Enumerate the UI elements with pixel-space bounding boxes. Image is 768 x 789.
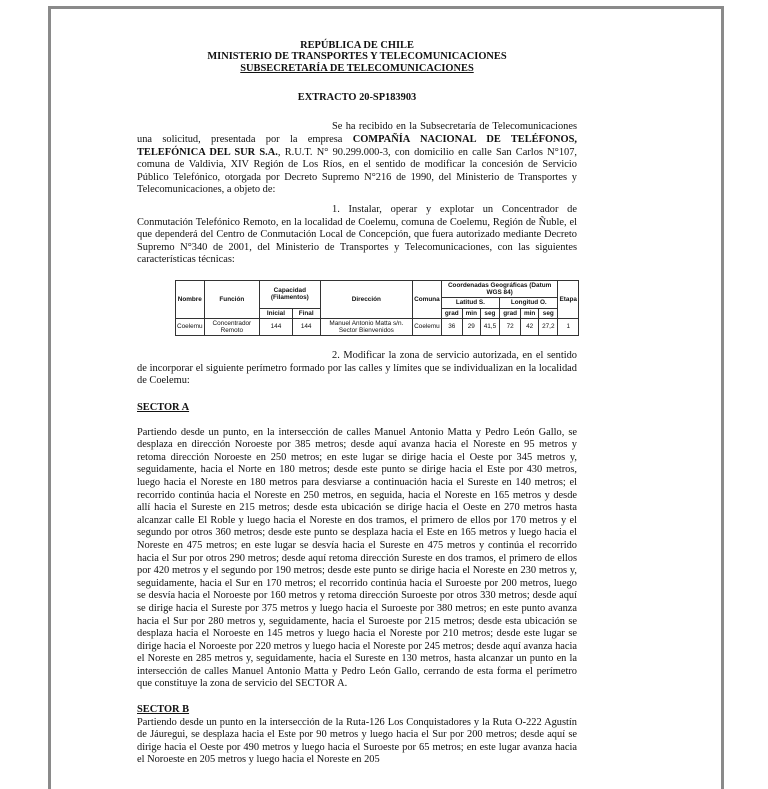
th-capacidad: Capacidad (Filamentos) xyxy=(260,281,320,309)
th-direccion: Dirección xyxy=(320,281,413,319)
th-nombre: Nombre xyxy=(176,281,205,319)
th-lon-min: min xyxy=(521,308,539,318)
th-latitud: Latitud S. xyxy=(441,298,499,308)
cell-direccion: Manuel Antonio Matta s/n. Sector Bienvenidos xyxy=(320,318,413,335)
table-row xyxy=(176,318,579,335)
sector-a-heading: SECTOR A xyxy=(137,402,190,414)
cell-lat-min: 29 xyxy=(462,318,480,335)
th-lat-grad: grad xyxy=(441,308,462,318)
intro-text-1: Se ha recibido en la Subsecretaría de Telecomunicaciones una solicitud, presentada por la empresa xyxy=(137,121,577,146)
th-lat-seg: seg xyxy=(480,308,499,318)
company-name: COMPAÑÍA NACIONAL DE TELÉFONOS, TELEFÓNICA DEL SUR S.A. xyxy=(137,134,577,158)
point-2-paragraph: 2. Modificar la zona de servicio autorizada, en el sentido de incorporar el siguiente perímetro formado por las calles y límites que se individualizan en la localidad de Coelemu: xyxy=(137,350,577,387)
cell-nombre: Coelemu xyxy=(176,318,205,335)
th-final: Final xyxy=(292,308,320,318)
th-lat-min: min xyxy=(462,308,480,318)
th-funcion: Función xyxy=(204,281,260,319)
th-coordenadas: Coordenadas Geográficas (Datum WGS 84) xyxy=(441,281,558,298)
sector-b-paragraph: Partiendo desde un punto en la intersección de la Ruta-126 Los Conquistadores y la Ruta O-222 Agustín de Jáuregui, se desplaza hacia el Este por 90 metros y luego hacia el Sur por 200 metros; desde aquí se dirige hacia el Oeste por 490 metros y luego hacia el Suroeste por 65 metros; en este lugar avanza hacia el Noroeste en 205 metros y luego hacia el Noreste en 205 xyxy=(137,716,577,766)
sector-a-paragraph: Partiendo desde un punto, en la intersección de calles Manuel Antonio Matta y Pedro León Gallo, se desplaza en dirección Noroeste por 385 metros; desde aquí avanza hacia el Noreste en 95 metros y retoma dirección Noroeste en 250 metros; en este lugar se dirige hacia el Oeste por 345 metros y, seguidamente, hacia el Norte en 180 metros; desde este punto se dirige hacia el Este por 430 metros, luego hacia el Noreste en 180 metros para desviarse a continuación hacia el Sureste en 140 metros; el recorrido continúa hacia el Noreste en 250 metros, en seguida, hacia el Noreste en 165 metros y desde allí hacia el Sureste en 215 metros; desde esta ubicación se dirige hacia el Oeste en 270 metros hasta alcanzar calle El Roble y luego hacia el Noreste en dos tramos, el primero de ellos por 170 metros y el segundo por otros 360 metros; desde este punto se desplaza hacia el Este en 165 metros y luego hacia el Noreste en 475 metros; en este lugar se desvía hacia el Sureste en 475 metros y continúa el recorrido hacia el Sur por otros 290 metros; desde aquí retoma dirección Sureste en dos tramos, el primero de ellos por 420 metros y el segundo por 190 metros; desde este punto se dirige hacia el Noreste en 230 metros y, seguidamente, hacia el Sur en 170 metros; el recorrido continúa hacia el Suroeste por 200 metros, luego se desvía hacia el Noroeste por 160 metros y retoma dirección Suroeste por otros 330 metros; desde aquí se dirige hacia el Sureste por 375 metros y luego hacia el Suroeste por 380 metros; en este punto avanza hacia el Sur por 280 metros y, seguidamente, hacia el Suroeste por 215 metros; desde esta ubicación se desplaza hacia el Noroeste en 145 metros y luego hacia el Noreste por 210 metros; desde este lugar se dirige hacia el Noroeste por 220 metros y luego hacia el Noreste por 245 metros; desde aquí avanza hacia el Noreste en 285 metros y, seguidamente, hacia el Sureste en 130 metros, hasta alcanzar un punto en la intersección de calles Manuel Antonio Matta y Pedro León Gallo, cerrando de esta forma el perímetro que constituye la zona de servicio del SECTOR A. xyxy=(137,426,577,690)
intro-text-2: , R.U.T. N° 90.299.000-3, con domicilio en calle San Carlos N°107, comuna de Valdivia, XIV Región de Los Ríos, en el sentido de modificar la concesión de Servicio Público Telefónico, otorgada por Decreto Supremo N°216 de 1990, del Ministerio de Transportes y Telecomunicaciones, a objeto de: xyxy=(137,146,577,196)
th-longitud: Longitud O. xyxy=(500,298,558,308)
header-line-ministerio: MINISTERIO DE TRANSPORTES Y TELECOMUNICACIONES xyxy=(207,51,507,63)
th-inicial: Inicial xyxy=(260,308,293,318)
point-1-paragraph: 1. Instalar, operar y explotar un Concentrador de Conmutación Telefónico Remoto, en la localidad de Coelemu, comuna de Coelemu, Región de Ñuble, el que dependerá del Centro de Conmutación Local de Concepción, que fuera autorizado mediante Decreto Supremo N°340 de 2001, del Ministerio de Transportes y Telecomunicaciones, con las siguientes características técnicas: xyxy=(137,204,577,266)
cell-lon-seg: 27,2 xyxy=(539,318,558,335)
th-lon-seg: seg xyxy=(539,308,558,318)
cell-etapa: 1 xyxy=(558,318,579,335)
cell-funcion: Concentrador Remoto xyxy=(204,318,260,335)
cell-comuna: Coelemu xyxy=(413,318,442,335)
sector-b-heading: SECTOR B xyxy=(137,704,190,716)
header-line-republica: REPÚBLICA DE CHILE xyxy=(300,40,414,51)
cell-lat-grad: 36 xyxy=(441,318,462,335)
th-comuna: Comuna xyxy=(413,281,442,319)
document-header xyxy=(137,40,577,74)
th-lon-grad: grad xyxy=(500,308,521,318)
cell-final: 144 xyxy=(292,318,320,335)
th-etapa: Etapa xyxy=(558,281,579,319)
intro-paragraph xyxy=(137,121,577,197)
cell-lat-seg: 41,5 xyxy=(480,318,499,335)
cell-inicial: 144 xyxy=(260,318,293,335)
extracto-title: EXTRACTO 20-SP183903 xyxy=(297,91,417,103)
technical-table xyxy=(175,280,579,336)
document-page xyxy=(137,40,577,767)
header-line-subsecretaria: SUBSECRETARÍA DE TELECOMUNICACIONES xyxy=(240,62,474,74)
cell-lon-grad: 72 xyxy=(500,318,521,335)
cell-lon-min: 42 xyxy=(521,318,539,335)
